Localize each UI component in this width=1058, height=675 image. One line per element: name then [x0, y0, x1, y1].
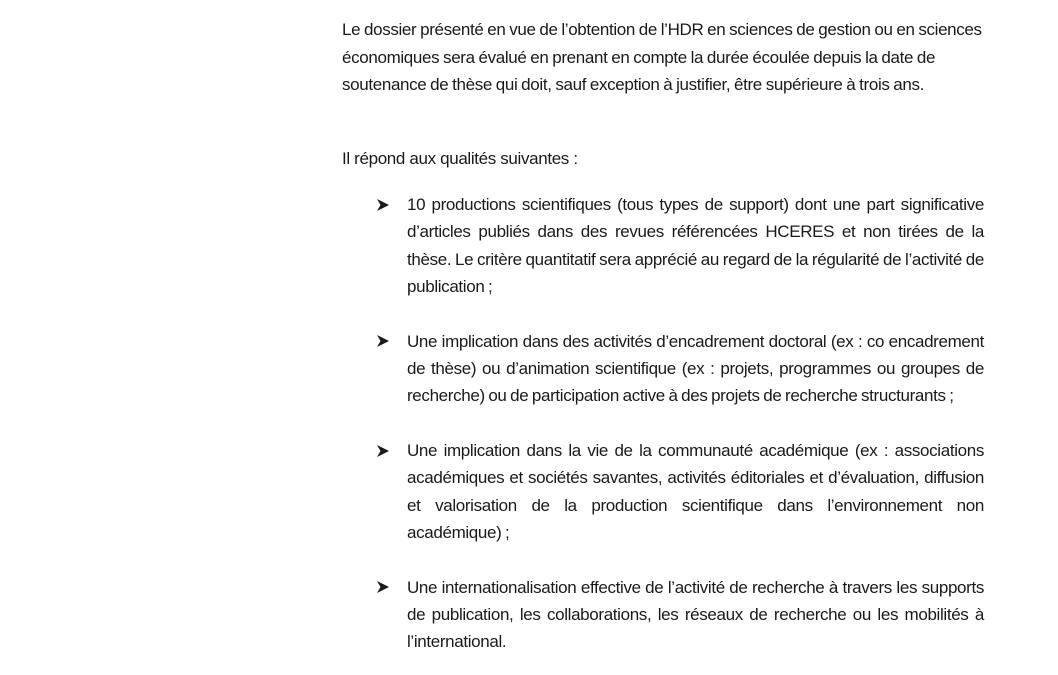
list-item [376, 328, 984, 410]
arrowhead-bullet-icon [376, 574, 392, 601]
list-item-text: 10 productions scientifiques (tous types de support) dont une part significative d’articles publiés dans des revues référencées HCERES et non tirées de la thèse. Le critère quantitatif sera apprécié au regard de la régularité de l’activité de publication ; [407, 195, 984, 296]
list-item-text: Une implication dans la vie de la communauté académique (ex : associations académiques et sociétés savantes, activités éditoriales et d’évaluation, diffusion et valorisation de la production scientifique dans l’environnement non académique) ; [407, 441, 984, 542]
list-item [376, 191, 984, 300]
list-item [376, 574, 984, 656]
intro-paragraph: Le dossier présenté en vue de l’obtention de l’HDR en sciences de gestion ou en sciences économiques sera évalué en prenant en compte la durée écoulée depuis la date de soutenance de thèse qui doit, sauf exception à justifier, être supérieure à trois ans. [342, 20, 982, 94]
lead-sentence: Il répond aux qualités suivantes : [342, 149, 578, 168]
arrowhead-bullet-icon [376, 328, 392, 355]
list-item-text: Une internationalisation effective de l’activité de recherche à travers les supports de publication, les collaborations, les réseaux de recherche ou les mobilités à l’international. [407, 577, 984, 652]
arrowhead-bullet-icon [376, 191, 392, 218]
list-item-text: Une implication dans des activités d’encadrement doctoral (ex : co encadrement de thèse) ou d’animation scientifique (ex : projets, programmes ou groupes de recherche) ou de participation active à des projets de recherche structurants ; [407, 331, 984, 406]
arrowhead-bullet-icon [376, 437, 392, 464]
criteria-list [376, 191, 984, 656]
list-item [376, 437, 984, 546]
